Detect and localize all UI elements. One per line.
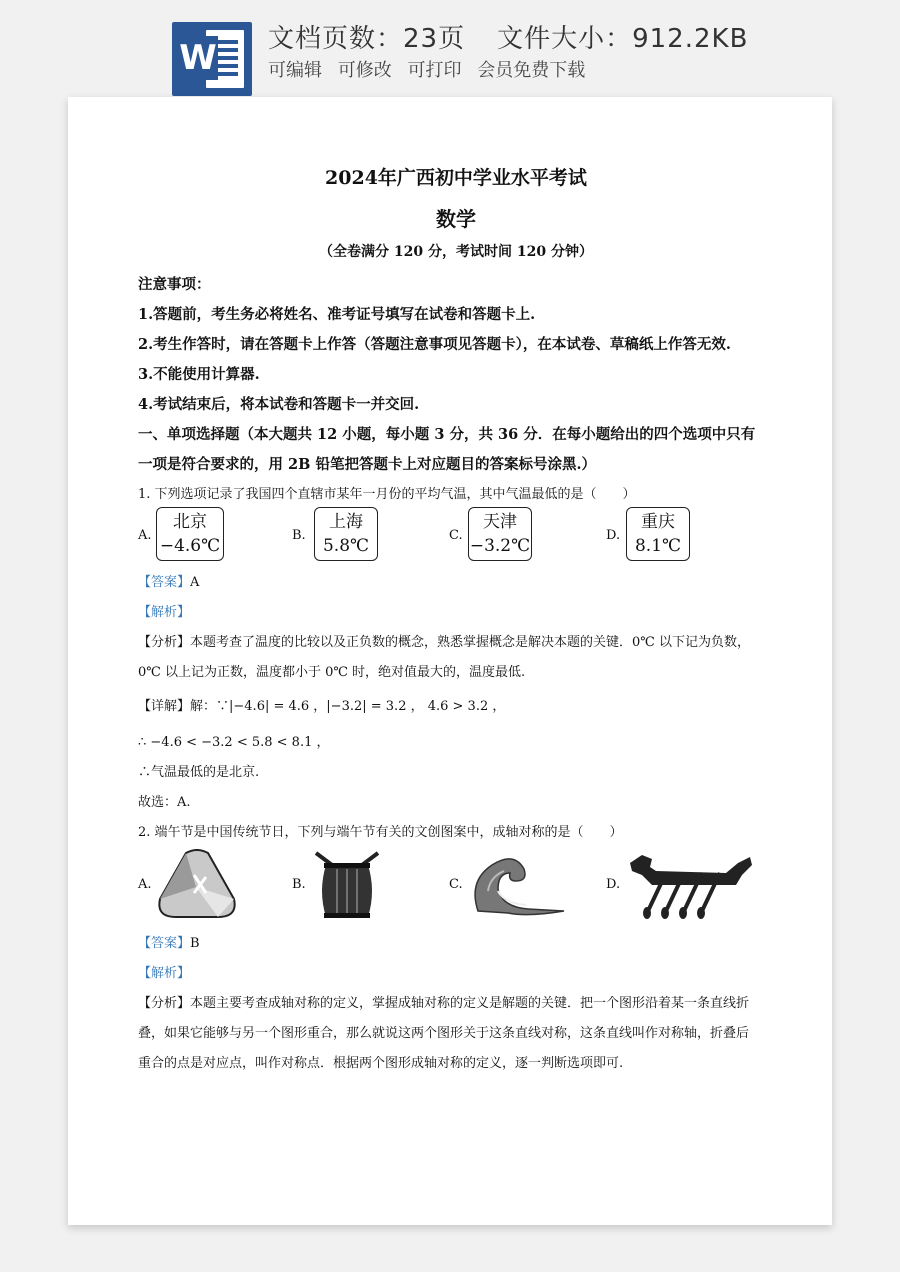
q2-option-letter: B.: [292, 877, 306, 892]
q2-fenxi: [138, 992, 749, 1011]
fenxi-text: 本题主要考查成轴对称的定义，掌握成轴对称的定义是解题的关键．把一个图形沿着某一条直线折: [190, 996, 750, 1011]
q1-fenxi: [138, 631, 750, 650]
q1-option-letter: A.: [138, 528, 152, 543]
temperature: 8.1℃: [634, 536, 682, 556]
q1-fenxi-cont: 0℃ 以上记为正数，温度都小于 0℃ 时，绝对值最大的，温度最低.: [138, 665, 526, 680]
feature-modifiable: 可修改: [337, 60, 392, 81]
download-banner: [0, 0, 900, 100]
notice-item: 4.考试结束后，将本试卷和答题卡一并交回.: [138, 396, 420, 413]
notice-item: 1.答题前，考生务必将姓名、准考证号填写在试卷和答题卡上.: [138, 306, 536, 323]
city-name: 天津: [483, 512, 517, 532]
fenxi-label: 【分析】: [138, 996, 191, 1011]
answer-label: 【答案】: [138, 575, 191, 590]
city-name: 重庆: [641, 512, 675, 532]
fenxi-label: 【分析】: [138, 635, 191, 650]
q1-detail-line: ∴ −4.6 < −3.2 < 5.8 < 8.1 ，: [138, 735, 330, 750]
q2-option-letter: C.: [449, 877, 463, 892]
wave-cloud-icon: [468, 851, 566, 917]
answer-value: B: [190, 936, 200, 951]
temperature: −4.6℃: [159, 536, 221, 556]
notice-item: 2.考生作答时，请在答题卡上作答（答题注意事项见答题卡），在本试卷、草稿纸上作答无效.: [138, 336, 731, 353]
feature-printable: 可打印: [407, 60, 462, 81]
q1-answer: [138, 571, 199, 590]
q1-option-a-card: [156, 507, 224, 561]
temperature: 5.8℃: [322, 536, 370, 556]
q1-option-c-card: [468, 507, 532, 561]
exam-subject: 数学: [436, 207, 476, 231]
dragon-boat-icon: [626, 849, 756, 921]
q1-option-b-card: [314, 507, 378, 561]
analysis-label: 【解析】: [138, 966, 191, 981]
document-page: [68, 97, 832, 1225]
q2-fenxi-cont: 重合的点是对应点，叫作对称点．根据两个图形成轴对称的定义，逐一判断选项即可.: [138, 1056, 624, 1071]
answer-value: A: [190, 575, 200, 590]
q1-option-letter: B.: [292, 528, 306, 543]
section-heading-cont: 一项是符合要求的，用 2B 铅笔把答题卡上对应题目的答案标号涂黑.）: [138, 456, 596, 473]
file-size: 文件大小：912.2KB: [497, 24, 749, 54]
notice-heading: 注意事项：: [138, 276, 211, 293]
q1-detail: [138, 695, 505, 714]
temperature: −3.2℃: [469, 536, 531, 556]
feature-member-download[interactable]: 会员免费下载: [477, 60, 586, 81]
q1-option-letter: D.: [606, 528, 621, 543]
q1-detail-line: 故选：A.: [138, 795, 191, 810]
feature-list: [268, 56, 595, 82]
file-info: [268, 18, 748, 55]
q1-option-letter: C.: [449, 528, 463, 543]
drum-icon: [312, 849, 382, 921]
exam-title: 2024年广西初中学业水平考试: [325, 167, 587, 189]
exam-note: （全卷满分 120 分，考试时间 120 分钟）: [319, 244, 593, 260]
detail-text: 解：∵|−4.6| = 4.6 ，|−3.2| = 3.2 ， 4.6 > 3.2 ，: [190, 699, 506, 714]
q2-answer: [138, 932, 200, 951]
page-count: 文档页数：23页: [268, 24, 466, 54]
city-name: 北京: [173, 512, 207, 532]
answer-label: 【答案】: [138, 936, 191, 951]
q2-option-letter: A.: [138, 877, 152, 892]
q1-detail-line: ∴气温最低的是北京.: [138, 765, 260, 780]
zongzi-icon: [156, 849, 238, 919]
q1-stem: 1. 下列选项记录了我国四个直辖市某年一月份的平均气温，其中气温最低的是（ ）: [138, 487, 636, 502]
q2-option-letter: D.: [606, 877, 621, 892]
section-heading: 一、单项选择题（本大题共 12 小题，每小题 3 分，共 36 分．在每小题给出的四个选项中只有: [138, 426, 756, 443]
q2-stem: 2. 端午节是中国传统节日，下列与端午节有关的文创图案中，成轴对称的是（ ）: [138, 825, 623, 840]
notice-item: 3.不能使用计算器.: [138, 366, 260, 383]
city-name: 上海: [329, 512, 363, 532]
q1-option-d-card: [626, 507, 690, 561]
analysis-label: 【解析】: [138, 605, 191, 620]
word-doc-icon: W: [172, 22, 252, 96]
feature-editable: 可编辑: [268, 60, 322, 81]
q2-fenxi-cont: 叠，如果它能够与另一个图形重合，那么就说这两个图形关于这条直线对称，这条直线叫作对称轴，折叠后: [138, 1026, 750, 1041]
fenxi-text: 本题考查了温度的比较以及正负数的概念，熟悉掌握概念是解决本题的关键．0℃ 以下记为负数，: [190, 635, 750, 650]
detail-label: 【详解】: [138, 699, 191, 714]
